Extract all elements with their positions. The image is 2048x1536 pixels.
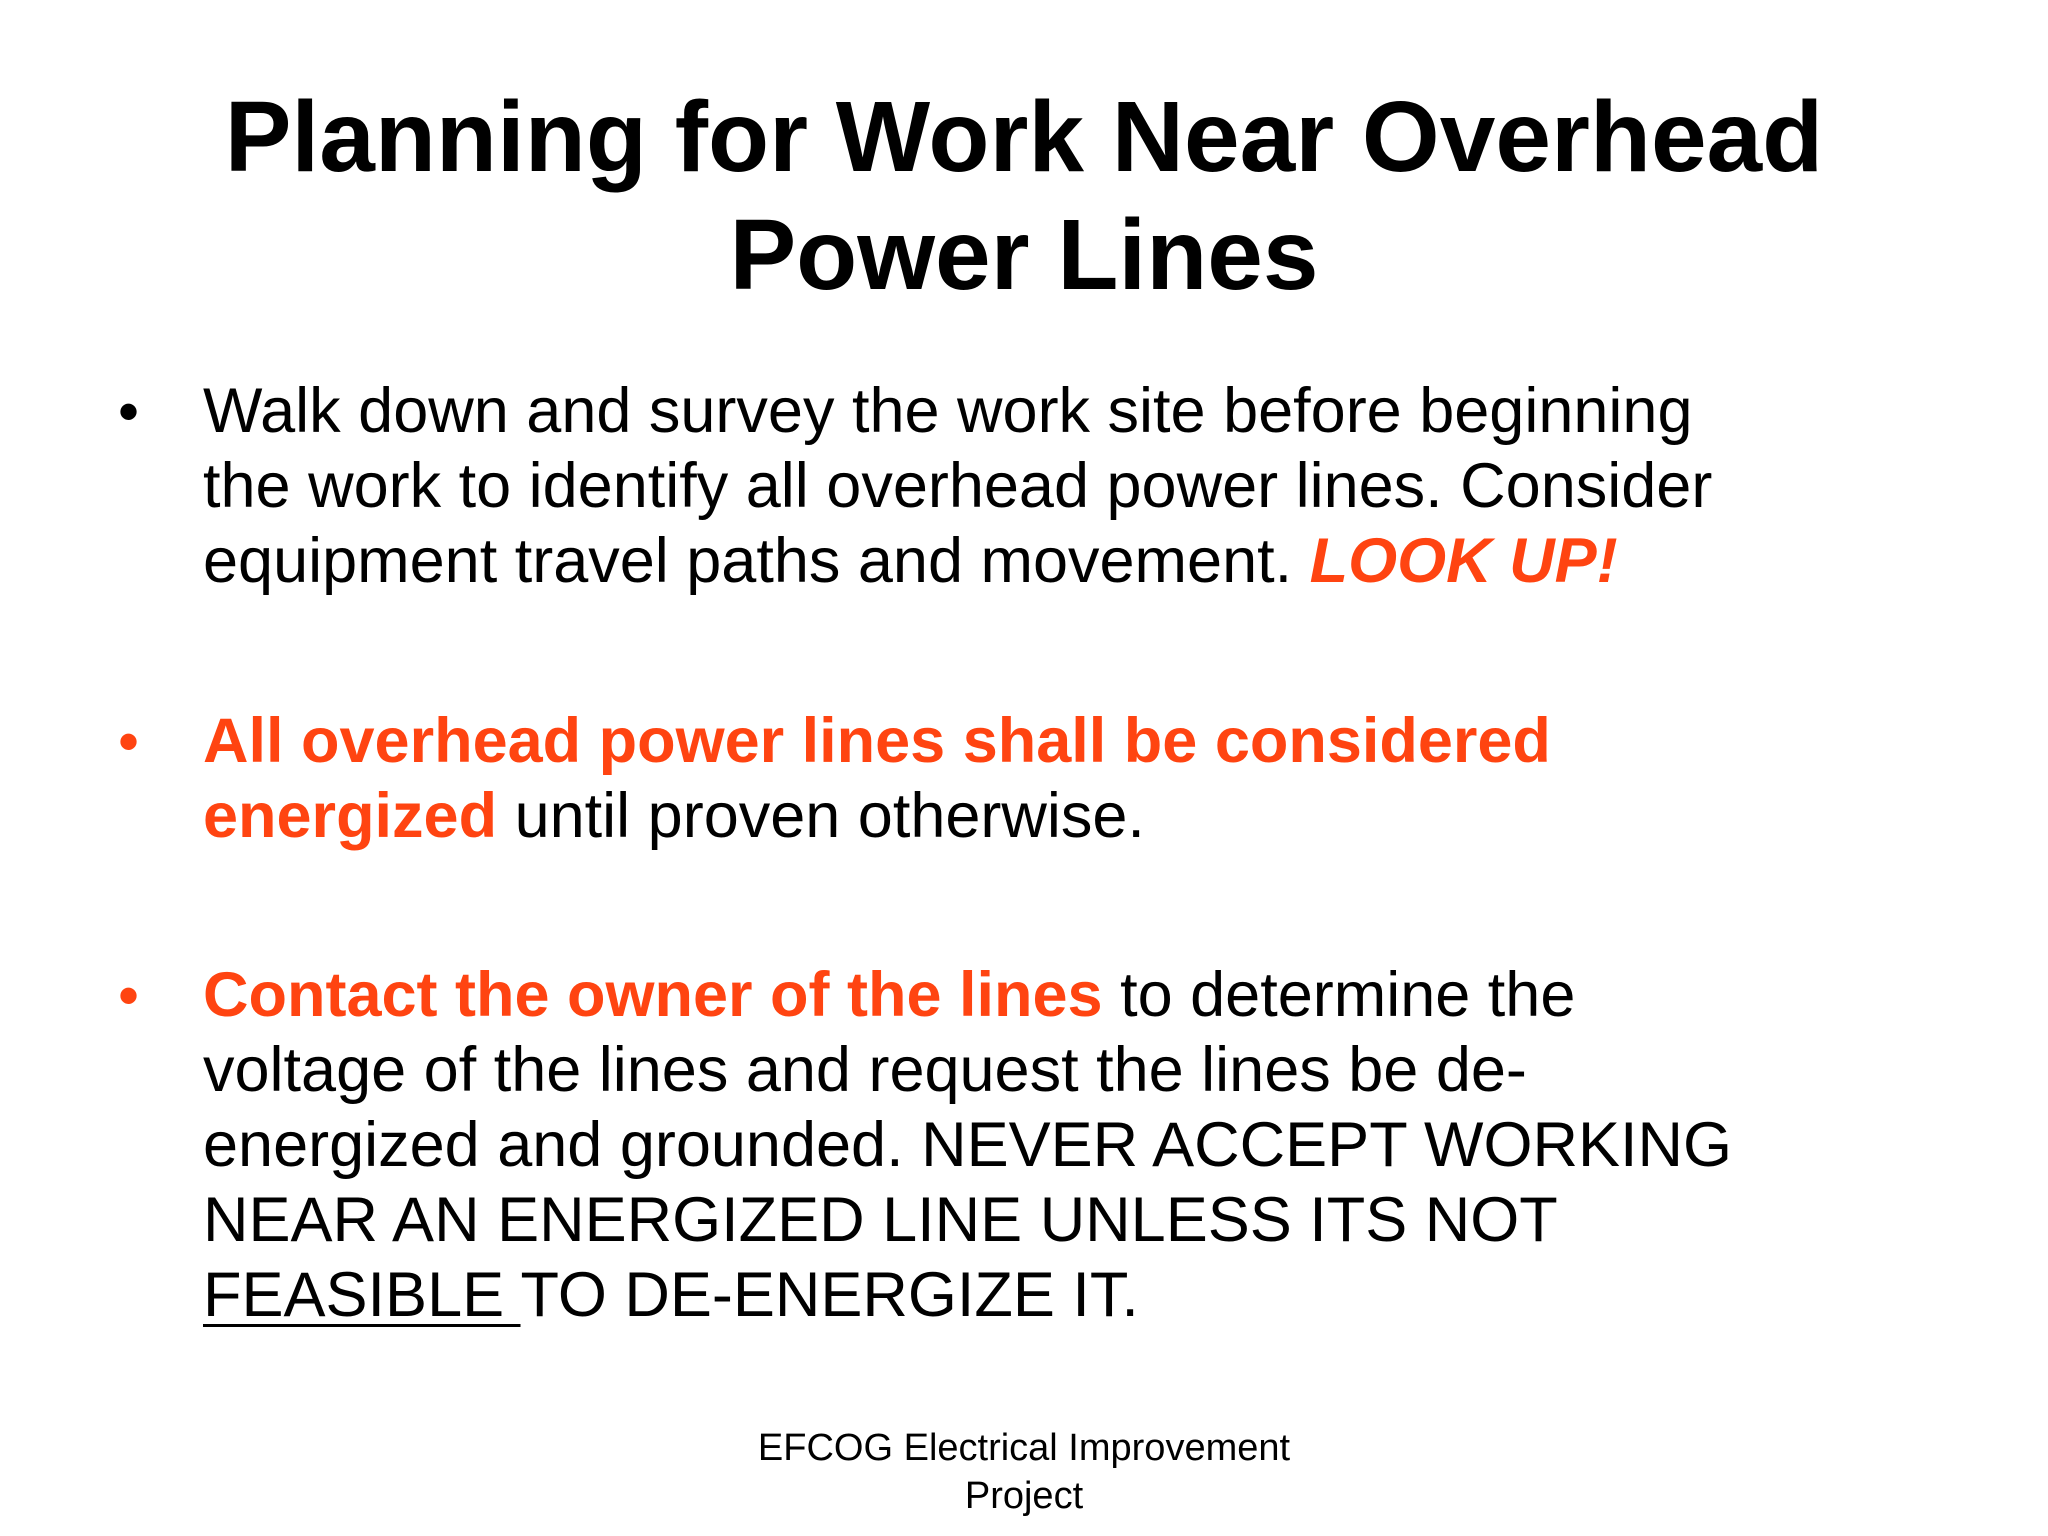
bullet-line-plain: equipment travel paths and movement.	[203, 526, 1310, 596]
contact-owner-emphasis: Contact the owner of the lines	[203, 960, 1103, 1030]
footer-line-1: EFCOG Electrical Improvement	[757, 1427, 1291, 1469]
bullet-marker: •	[118, 962, 140, 1029]
bullet-text	[203, 958, 2003, 1333]
bullet-line	[203, 1258, 2003, 1333]
slide-footer	[0, 1424, 2048, 1520]
slide-title-line-2: Power Lines	[729, 199, 1319, 311]
bullet-line-plain: to determine the	[1102, 960, 1576, 1030]
slide-title-line-1: Planning for Work Near Overhead	[224, 81, 1824, 193]
slide-title	[0, 78, 2048, 314]
bullet-line	[203, 524, 2003, 599]
bullet-marker: •	[118, 378, 140, 445]
bullet-line	[203, 779, 2003, 854]
bullet-line-plain: until proven otherwise.	[497, 781, 1145, 851]
bullet-marker: •	[118, 708, 140, 775]
bullet-line: the work to identify all overhead power lines. Consider	[203, 451, 1713, 521]
bullet-line-plain: TO DE-ENERGIZE IT.	[520, 1260, 1139, 1330]
feasible-underlined: FEASIBLE	[203, 1260, 521, 1330]
bullet-text	[203, 374, 2003, 599]
bullet-line: voltage of the lines and request the lines be de-	[203, 1035, 1527, 1105]
bullet-line: NEAR AN ENERGIZED LINE UNLESS ITS NOT	[203, 1185, 1558, 1255]
bullet-line: Walk down and survey the work site before beginning	[203, 376, 1693, 446]
energized-emphasis: energized	[203, 781, 498, 851]
bullet-text	[203, 704, 2003, 854]
bullet-line	[203, 958, 2003, 1033]
bullet-line: energized and grounded. NEVER ACCEPT WORKING	[203, 1110, 1733, 1180]
footer-line-2: Project	[964, 1475, 1084, 1517]
bullet-line-emphasis: All overhead power lines shall be considered	[203, 706, 1551, 776]
look-up-emphasis: LOOK UP!	[1309, 526, 1618, 596]
